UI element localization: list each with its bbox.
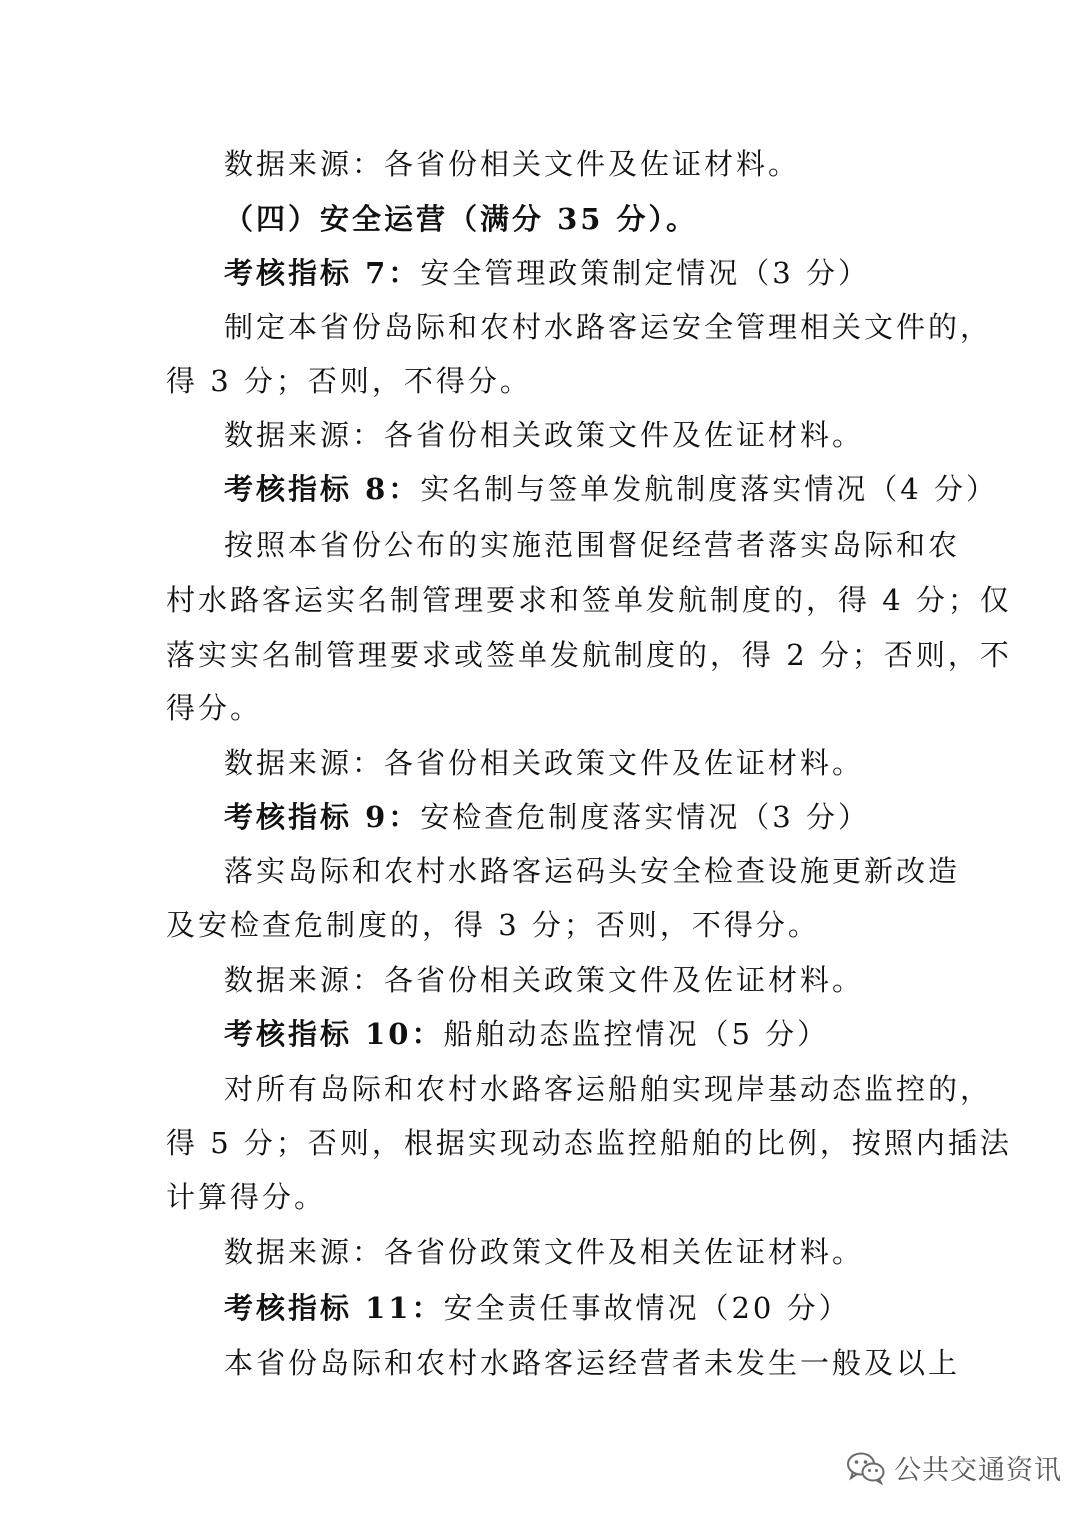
watermark-text: 公共交通资讯 — [894, 1455, 1062, 1486]
indicator-8-text: 按照本省份公布的实施范围督促经营者落实岛际和农 — [224, 528, 961, 562]
indicator-8-text: 村水路客运实名制管理要求和签单发航制度的，得 4 分；仅 — [166, 583, 1012, 617]
indicator-10-text: 对所有岛际和农村水路客运船舶实现岸基动态监控的， — [224, 1072, 993, 1106]
indicator-7-text: 制定本省份岛际和农村水路客运安全管理相关文件的， — [224, 310, 993, 344]
indicator-title: 安检查危制度落实情况（3 分） — [420, 800, 870, 834]
indicator-label: 考核指标 9： — [224, 800, 421, 834]
indicator-title: 船舶动态监控情况（5 分） — [443, 1017, 830, 1051]
indicator-11-heading — [224, 1290, 851, 1326]
indicator-label: 考核指标 7： — [224, 256, 421, 290]
data-source-line: 数据来源：各省份相关政策文件及佐证材料。 — [224, 963, 865, 997]
indicator-label: 考核指标 11： — [224, 1291, 444, 1325]
indicator-8-text: 落实实名制管理要求或签单发航制度的，得 2 分；否则，不 — [166, 638, 1012, 672]
indicator-11-text: 本省份岛际和农村水路客运经营者未发生一般及以上 — [224, 1346, 961, 1380]
indicator-title: 安全管理政策制定情况（3 分） — [420, 256, 870, 290]
indicator-10-text: 得 5 分；否则，根据实现动态监控船舶的比例，按照内插法 — [166, 1126, 1012, 1160]
data-source-line: 数据来源：各省份政策文件及相关佐证材料。 — [224, 1235, 865, 1269]
indicator-9-text: 落实岛际和农村水路客运码头安全检查设施更新改造 — [224, 854, 961, 888]
section-heading: （四）安全运营（满分 35 分）。 — [224, 202, 699, 236]
data-source-line: 数据来源：各省份相关政策文件及佐证材料。 — [224, 746, 865, 780]
indicator-7-text: 得 3 分；否则，不得分。 — [166, 364, 532, 398]
indicator-10-heading — [224, 1016, 829, 1052]
indicator-label: 考核指标 10： — [224, 1017, 444, 1051]
data-source-line: 数据来源：各省份相关政策文件及佐证材料。 — [224, 418, 865, 452]
indicator-10-text: 计算得分。 — [166, 1180, 327, 1214]
data-source-line: 数据来源：各省份相关文件及佐证材料。 — [224, 147, 801, 181]
watermark — [846, 1448, 1062, 1487]
wechat-icon — [846, 1451, 886, 1485]
indicator-8-text: 得分。 — [166, 691, 263, 725]
indicator-title: 安全责任事故情况（20 分） — [443, 1291, 851, 1325]
indicator-9-text: 及安检查危制度的，得 3 分；否则，不得分。 — [166, 908, 820, 942]
indicator-label: 考核指标 8： — [224, 472, 421, 506]
indicator-7-heading — [224, 255, 870, 291]
indicator-9-heading — [224, 799, 870, 835]
indicator-8-heading — [224, 471, 998, 507]
indicator-title: 实名制与签单发航制度落实情况（4 分） — [420, 472, 998, 506]
